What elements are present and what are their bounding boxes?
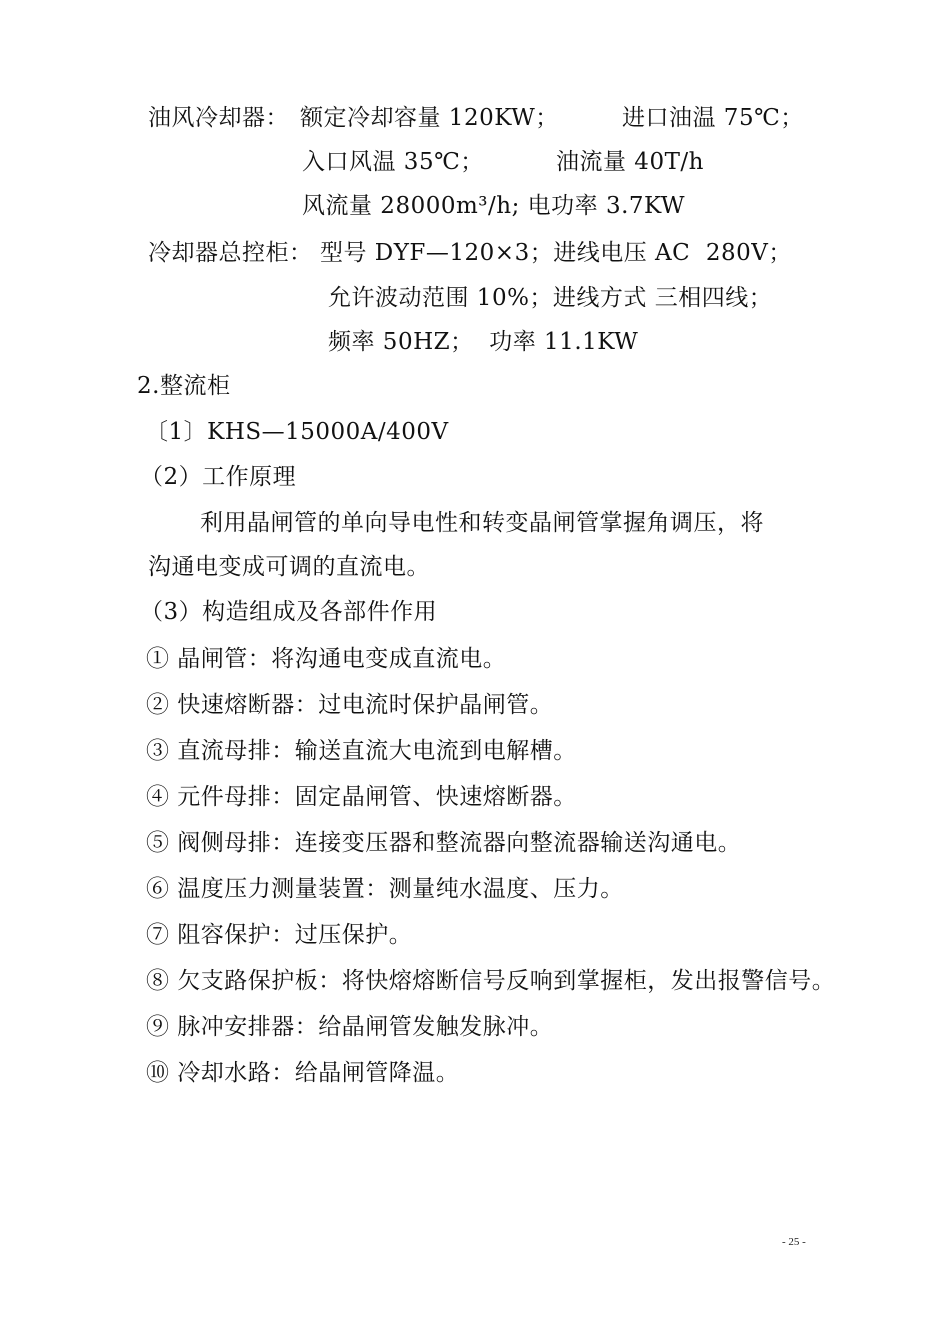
principle-heading: （2）工作原理 [140,464,297,490]
list-item: ⑥ 温度压力测量装置：测量纯水温度、压力。 [146,876,624,902]
list-item: ① 晶闸管：将沟通电变成直流电。 [146,646,507,672]
list-item: ④ 元件母排：固定晶闸管、快速熔断器。 [146,784,577,810]
list-item: ⑦ 阻容保护：过压保护。 [146,922,413,948]
components-heading: （3）构造组成及各部件作用 [140,599,438,625]
control-cabinet-model-voltage: 型号 DYF—120×3；进线电压 AC 280V； [320,240,792,266]
oil-cooler-air-flow-power: 风流量 28000m³/h; 电功率 3.7KW [302,193,686,219]
principle-text-line-1: 利用晶闸管的单向导电性和转变晶闸管掌握角调压，将 [200,510,764,536]
control-cabinet-label: 冷却器总控柜： [148,240,313,266]
principle-text-line-2: 沟通电变成可调的直流电。 [148,554,430,580]
rectifier-model: 〔1〕KHS—15000A/400V [145,419,449,445]
oil-cooler-inlet-air-temp: 入口风温 35℃； [302,149,484,175]
oil-cooler-label: 油风冷却器： [148,105,289,131]
oil-cooler-oil-flow: 油流量 40T/h [556,149,704,175]
list-item: ⑩ 冷却水路：给晶闸管降温。 [146,1060,460,1086]
page-number: - 25 - [782,1236,806,1248]
list-item: ③ 直流母排：输送直流大电流到电解槽。 [146,738,577,764]
list-item: ⑨ 脉冲安排器：给晶闸管发触发脉冲。 [146,1014,554,1040]
oil-cooler-inlet-oil-temp: 进口油温 75℃； [622,105,804,131]
list-item: ② 快速熔断器：过电流时保护晶闸管。 [146,692,554,718]
list-item: ⑧ 欠支路保护板：将快熔熔断信号反响到掌握柜，发出报警信号。 [146,968,836,994]
control-cabinet-fluctuation-wiring: 允许波动范围 10%；进线方式 三相四线； [328,285,773,311]
control-cabinet-frequency-power: 频率 50HZ； 功率 11.1KW [328,329,639,355]
list-item: ⑤ 阀侧母排：连接变压器和整流器向整流器输送沟通电。 [146,830,742,856]
oil-cooler-capacity: 额定冷却容量 120KW； [300,105,559,131]
section-heading: 2.整流柜 [137,373,231,399]
